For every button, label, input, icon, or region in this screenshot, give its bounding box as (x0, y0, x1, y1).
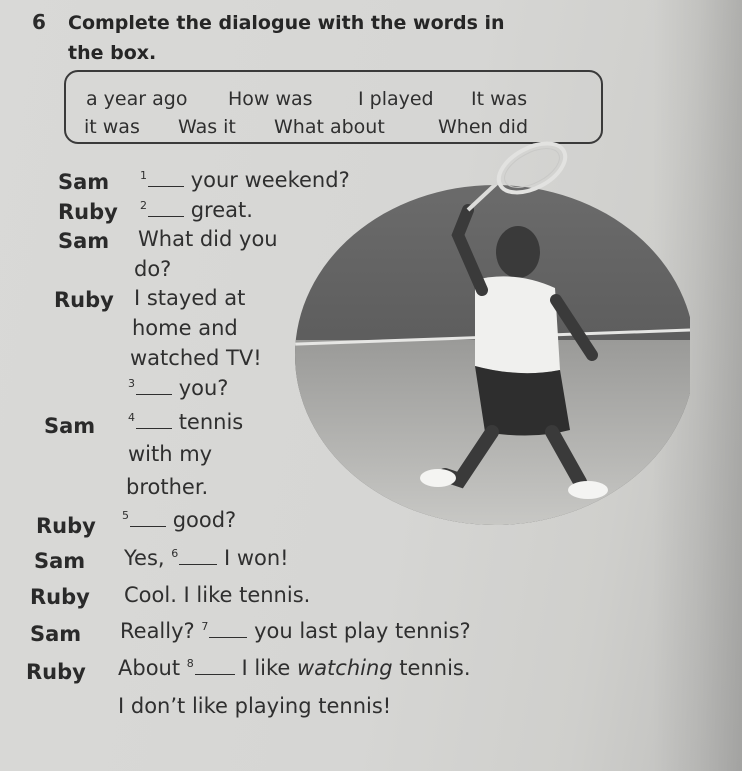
dialogue-text: with my (128, 442, 213, 466)
dialogue-line (140, 168, 350, 192)
gap-number: 7 (201, 620, 209, 633)
word-option: How was (228, 88, 313, 110)
dialogue-line (140, 198, 253, 222)
answer-blank[interactable] (130, 526, 166, 527)
answer-blank[interactable] (148, 216, 184, 217)
dialogue-text: What did you (138, 227, 278, 251)
gap-number: 1 (140, 169, 147, 182)
speaker-label: Ruby (54, 288, 114, 312)
emphasized-word: watching (297, 656, 393, 680)
speaker-label: Sam (34, 549, 86, 573)
word-option: It was (471, 88, 528, 110)
dialogue-text: Cool. I like tennis. (124, 583, 311, 607)
dialogue-text: I like (241, 656, 298, 680)
dialogue-text: I stayed at (134, 286, 246, 310)
dialogue-text: good? (172, 508, 237, 532)
word-box (64, 70, 603, 144)
speaker-label: Sam (58, 170, 110, 194)
answer-blank[interactable] (148, 186, 184, 187)
exercise-instruction (68, 8, 548, 68)
dialogue-line (128, 410, 243, 434)
word-option: a year ago (86, 88, 188, 110)
dialogue-text: your weekend? (190, 168, 350, 192)
word-option: When did (438, 116, 528, 138)
dialogue-text: tennis. (392, 656, 471, 680)
speaker-label: Sam (44, 414, 96, 438)
speaker-label: Sam (58, 229, 110, 253)
dialogue-text: Really? (120, 619, 195, 643)
answer-blank[interactable] (195, 674, 235, 675)
dialogue-text: you last play tennis? (254, 619, 471, 643)
exercise-number: 6 (32, 10, 46, 34)
dialogue-text: tennis (178, 410, 244, 434)
answer-blank[interactable] (209, 637, 247, 638)
dialogue-line (128, 376, 228, 400)
dialogue-text: home and (132, 316, 238, 340)
word-option: Was it (178, 116, 236, 138)
dialogue-line (124, 546, 289, 570)
dialogue-text: I won! (223, 546, 289, 570)
speaker-label: Ruby (58, 200, 118, 224)
gap-number: 6 (171, 547, 179, 560)
gap-number: 5 (122, 509, 129, 522)
gap-number: 4 (128, 411, 135, 424)
dialogue-line (122, 508, 236, 532)
dialogue-line (120, 619, 471, 643)
word-option: What about (274, 116, 385, 138)
speaker-label: Ruby (26, 660, 86, 684)
dialogue-text: do? (134, 257, 172, 281)
speaker-label: Ruby (30, 585, 90, 609)
answer-blank[interactable] (179, 564, 217, 565)
dialogue-text: watched TV! (130, 346, 262, 370)
gap-number: 3 (128, 377, 135, 390)
dialogue-text: great. (190, 198, 253, 222)
word-option: I played (358, 88, 434, 110)
speaker-label: Sam (30, 622, 82, 646)
word-option: it was (84, 116, 140, 138)
dialogue-text: brother. (126, 475, 209, 499)
dialogue-text: I don’t like playing tennis! (118, 694, 392, 718)
speaker-label: Ruby (36, 514, 96, 538)
gap-number: 8 (186, 657, 194, 670)
instruction-line-1: Complete the dialogue with the words in (68, 12, 505, 34)
answer-blank[interactable] (136, 394, 172, 395)
answer-blank[interactable] (136, 428, 172, 429)
dialogue-text: Yes, (124, 546, 165, 570)
dialogue-text: About (118, 656, 181, 680)
dialogue-line (118, 656, 471, 680)
tennis-player-photo (270, 140, 690, 530)
gap-number: 2 (140, 199, 147, 212)
dialogue-text: you? (178, 376, 229, 400)
instruction-line-2: the box. (68, 42, 157, 64)
